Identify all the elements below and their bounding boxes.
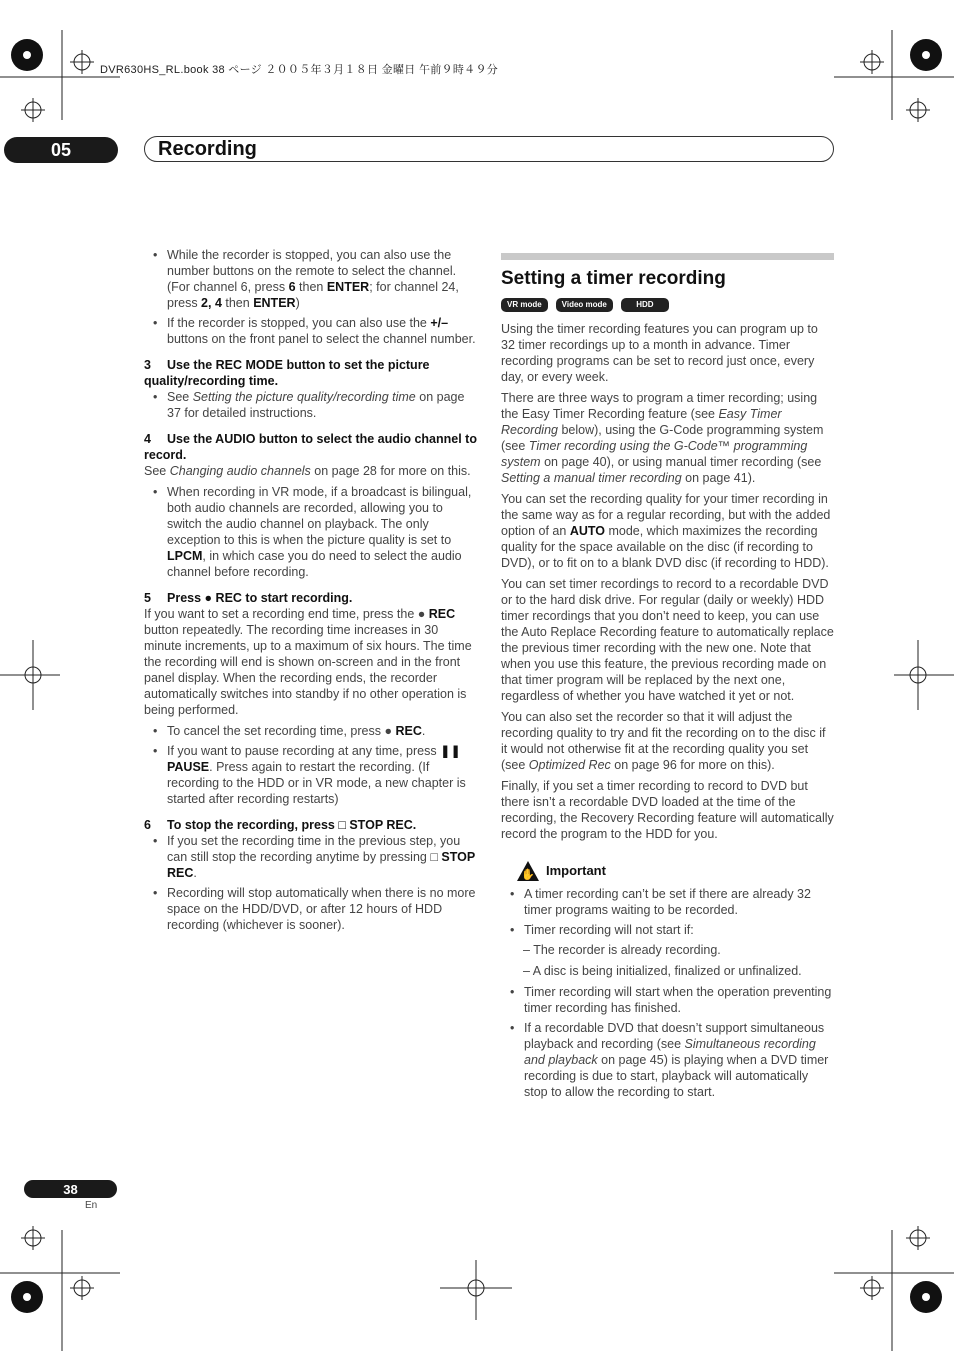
paragraph: You can set timer recordings to record to a recordable DVD or to the hard disk drive. For regular (daily or weekly) HDD timer recordings that you don’t need to keep, you can use the Auto Replace Recording feature to automatically replace the previous timer recording with the new one. Note that when you use this feature, the previous recording made on that timer program will be replaced by the next one, regardless of whether you have watched it yet or not. — [501, 577, 834, 703]
vr-mode-badge: VR mode — [501, 298, 548, 312]
list-item: • While the recorder is stopped, you can also use the number buttons on the remote to select the channel. (For channel 6, press 6 then ENTER; for channel 24, press 2, 4 then ENTER) — [144, 247, 477, 311]
section-title: Setting a timer recording — [501, 268, 726, 289]
list-item: – The recorder is already recording. — [523, 943, 721, 957]
warning-icon — [516, 860, 540, 882]
paragraph: Finally, if you set a timer recording to record to DVD but there isn’t a recordable DVD loaded at the time of the recording, the Recovery Recording feature will automatically record the program to the HDD for you. — [501, 779, 834, 841]
paragraph: If you want to set a recording end time, press the ● REC button repeatedly. The recording time increases in 30 minute increments, up to a maximum of six hours. The time the recording will end is shown on-screen and in the front panel display. When the recording ends, the recorder automatically switches into standby if no other operation is being performed. — [144, 607, 472, 717]
list-item: • If the recorder is stopped, you can also use the +/– buttons on the front panel to select the channel number. — [144, 315, 477, 347]
step-heading: 6 To stop the recording, press □ STOP REC. — [144, 818, 417, 832]
paragraph: Using the timer recording features you can program up to 32 timer recordings up to a month in advance. Timer recording programs can be set to record just once, every day, or every week. — [501, 322, 818, 384]
video-mode-badge: Video mode — [556, 298, 613, 312]
important-label: Important — [546, 863, 606, 878]
hdd-badge: HDD — [621, 298, 669, 312]
page-number: 38 — [24, 1180, 117, 1198]
important-heading — [501, 860, 834, 882]
paragraph: You can set the recording quality for your timer recording in the same way as for a regular recording, but with the added option of an AUTO mode, which maximizes the recording quality for the space available on the disc (if recording to DVD), or to fit on to a blank DVD disc (if recording to HDD). — [501, 492, 831, 570]
section-rule — [501, 253, 834, 260]
list-item: • If a recordable DVD that doesn’t support simultaneous playback and recording (see Simultaneous recording and playback on page 45) is playing when a DVD timer recording is due to start, playback will automatically stop to allow the recording to start. — [501, 1020, 834, 1100]
list-item: • When recording in VR mode, if a broadcast is bilingual, both audio channels are recorded, allowing you to switch the audio channel on playback. The only exception to this is when the picture quality is set to LPCM, in which case you do need to select the audio channel before recording. — [144, 484, 477, 580]
step-heading: 3 Use the REC MODE button to set the picture quality/recording time. — [144, 358, 430, 388]
list-item: • To cancel the set recording time, press ● REC. — [144, 723, 477, 739]
list-item: – A disc is being initialized, finalized or unfinalized. — [523, 964, 802, 978]
chapter-number: 05 — [4, 137, 118, 163]
left-column — [144, 247, 477, 937]
paragraph: There are three ways to program a timer recording; using the Easy Timer Recording feature (see Easy Timer Recording below), using the G-Code programming system (see Timer recording using the G-Code™ programming system on page 40), or using manual timer recording (see Setting a manual timer recording on page 41). — [501, 391, 824, 485]
list-item: • Timer recording will not start if: — [501, 922, 834, 938]
chapter-title: Recording — [158, 138, 257, 160]
list-item: • See Setting the picture quality/recording time on page 37 for detailed instructions. — [144, 389, 477, 421]
paragraph: See Changing audio channels on page 28 for more on this. — [144, 464, 471, 478]
right-column — [501, 253, 834, 1104]
list-item: • If you set the recording time in the previous step, you can still stop the recording anytime by pressing □ STOP REC. — [144, 833, 477, 881]
page-language: En — [85, 1200, 98, 1211]
step-heading: 4 Use the AUDIO button to select the audio channel to record. — [144, 432, 477, 462]
file-header: DVR630HS_RL.book 38 ページ ２００５年３月１８日 金曜日 午前９時４９分 — [100, 64, 499, 76]
list-item: • If you want to pause recording at any time, press ❚❚ PAUSE. Press again to restart the recording. (If recording to the HDD or in VR mode, a new chapter is started after recording restarts) — [144, 743, 477, 807]
list-item: • Timer recording will start when the operation preventing timer recording has finished. — [501, 984, 834, 1016]
list-item: • A timer recording can’t be set if there are already 32 timer programs waiting to be recorded. — [501, 886, 834, 918]
list-item: • Recording will stop automatically when there is no more space on the HDD/DVD, or after 12 hours of HDD recording (whichever is sooner). — [144, 885, 477, 933]
paragraph: You can also set the recorder so that it will adjust the recording quality to try and fit the recording on to the disc if it would not otherwise fit at the recording quality you set (see Optimized Rec on page 96 for more on this). — [501, 710, 826, 772]
mode-badges — [501, 298, 834, 312]
svg-text:✋: ✋ — [521, 868, 535, 881]
step-heading: 5 Press ● REC to start recording. — [144, 591, 353, 605]
